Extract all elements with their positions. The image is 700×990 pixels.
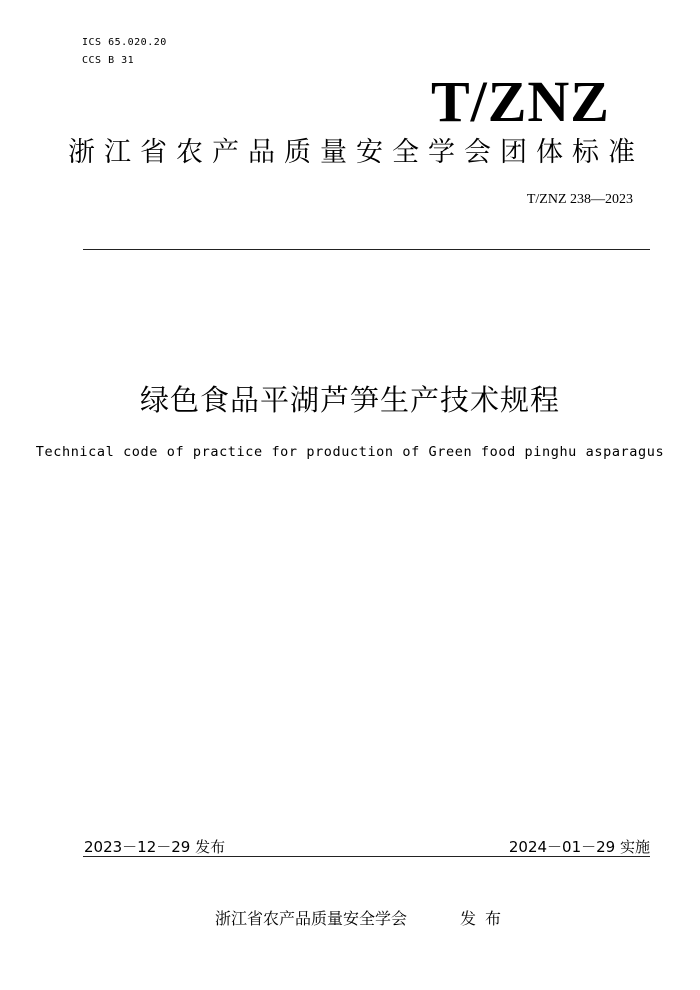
document-title-english: Technical code of practice for production of Green food pinghu asparagus: [35, 444, 665, 460]
implementation-date: 2024－01－29 实施: [508, 838, 650, 856]
issuing-organization: 浙江省农产品质量安全学会: [215, 909, 408, 928]
ics-code: ICS 65.020.20: [82, 37, 167, 48]
standard-logo: T/ZNZ: [430, 69, 610, 134]
header-divider: [83, 249, 650, 250]
ccs-code: CCS B 31: [82, 55, 135, 66]
standard-number: T/ZNZ 238—2023: [526, 192, 633, 207]
organization-standard-title: 浙江省农产品质量安全学会团体标准: [68, 137, 644, 168]
publish-date: 2023－12－29 发布: [84, 838, 226, 856]
footer-divider: [83, 856, 650, 857]
issued-label: 发布: [460, 909, 511, 928]
document-title-chinese: 绿色食品平湖芦笋生产技术规程: [139, 383, 560, 417]
